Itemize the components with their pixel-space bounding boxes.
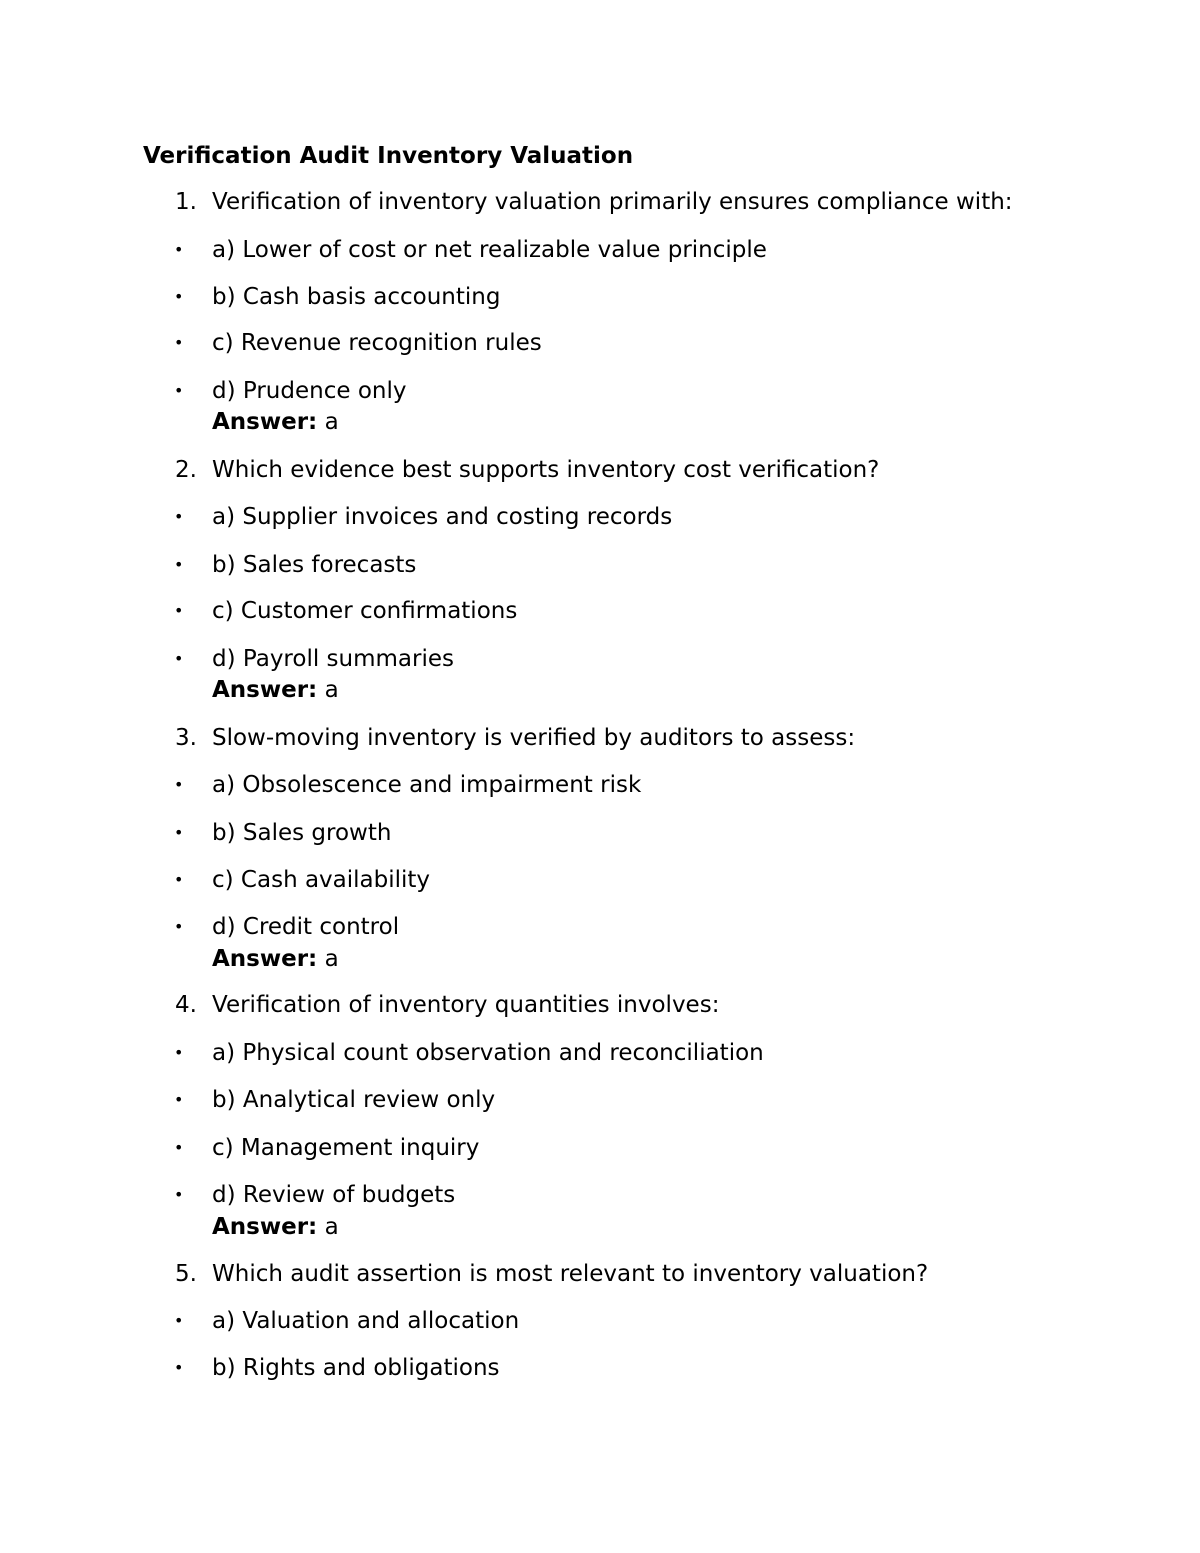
option-item: d) Payroll summaries (212, 646, 454, 672)
question-number: 3. (175, 725, 197, 751)
bullet-icon: • (174, 1090, 184, 1109)
option-item: d) Credit control (212, 914, 400, 940)
option-item: c) Management inquiry (212, 1135, 480, 1161)
bullet-icon: • (174, 1358, 184, 1377)
question-text: Verification of inventory valuation primarily ensures compliance with: (212, 189, 1013, 215)
option-item: d) Prudence only (212, 378, 407, 404)
answer-label: Answer: (212, 946, 318, 972)
page-title: Verification Audit Inventory Valuation (143, 143, 634, 169)
question-number: 5. (175, 1261, 197, 1287)
bullet-icon: • (174, 240, 184, 259)
option-item: b) Analytical review only (212, 1087, 496, 1113)
bullet-icon: • (174, 601, 184, 620)
answer-label: Answer: (212, 409, 318, 435)
bullet-icon: • (174, 649, 184, 668)
option-item: d) Review of budgets (212, 1182, 456, 1208)
question-number: 2. (175, 457, 197, 483)
question-text: Verification of inventory quantities involves: (212, 992, 720, 1018)
option-item: b) Sales forecasts (212, 552, 417, 578)
bullet-icon: • (174, 1185, 184, 1204)
bullet-icon: • (174, 555, 184, 574)
answer-label: Answer: (212, 1214, 318, 1240)
question-number: 1. (175, 189, 197, 215)
bullet-icon: • (174, 823, 184, 842)
option-item: c) Customer confirmations (212, 598, 518, 624)
answer-value: a (324, 677, 339, 703)
option-item: b) Rights and obligations (212, 1355, 500, 1381)
answer-line (212, 407, 339, 437)
question-number: 4. (175, 992, 197, 1018)
option-item: c) Revenue recognition rules (212, 330, 542, 356)
answer-value: a (324, 946, 339, 972)
bullet-icon: • (174, 870, 184, 889)
bullet-icon: • (174, 333, 184, 352)
option-item: b) Cash basis accounting (212, 284, 501, 310)
answer-line (212, 1212, 339, 1242)
bullet-icon: • (174, 775, 184, 794)
answer-value: a (324, 1214, 339, 1240)
bullet-icon: • (174, 507, 184, 526)
question-text: Which evidence best supports inventory cost verification? (212, 457, 880, 483)
bullet-icon: • (174, 1138, 184, 1157)
bullet-icon: • (174, 917, 184, 936)
option-item: c) Cash availability (212, 867, 431, 893)
bullet-icon: • (174, 1311, 184, 1330)
answer-label: Answer: (212, 677, 318, 703)
option-item: a) Physical count observation and reconciliation (212, 1040, 764, 1066)
option-item: b) Sales growth (212, 820, 392, 846)
bullet-icon: • (174, 381, 184, 400)
bullet-icon: • (174, 287, 184, 306)
answer-value: a (324, 409, 339, 435)
question-text: Which audit assertion is most relevant to inventory valuation? (212, 1261, 929, 1287)
option-item: a) Valuation and allocation (212, 1308, 520, 1334)
question-text: Slow-moving inventory is verified by auditors to assess: (212, 725, 856, 751)
option-item: a) Supplier invoices and costing records (212, 504, 673, 530)
answer-line (212, 675, 339, 705)
bullet-icon: • (174, 1043, 184, 1062)
option-item: a) Lower of cost or net realizable value principle (212, 237, 767, 263)
answer-line (212, 944, 339, 974)
option-item: a) Obsolescence and impairment risk (212, 772, 642, 798)
